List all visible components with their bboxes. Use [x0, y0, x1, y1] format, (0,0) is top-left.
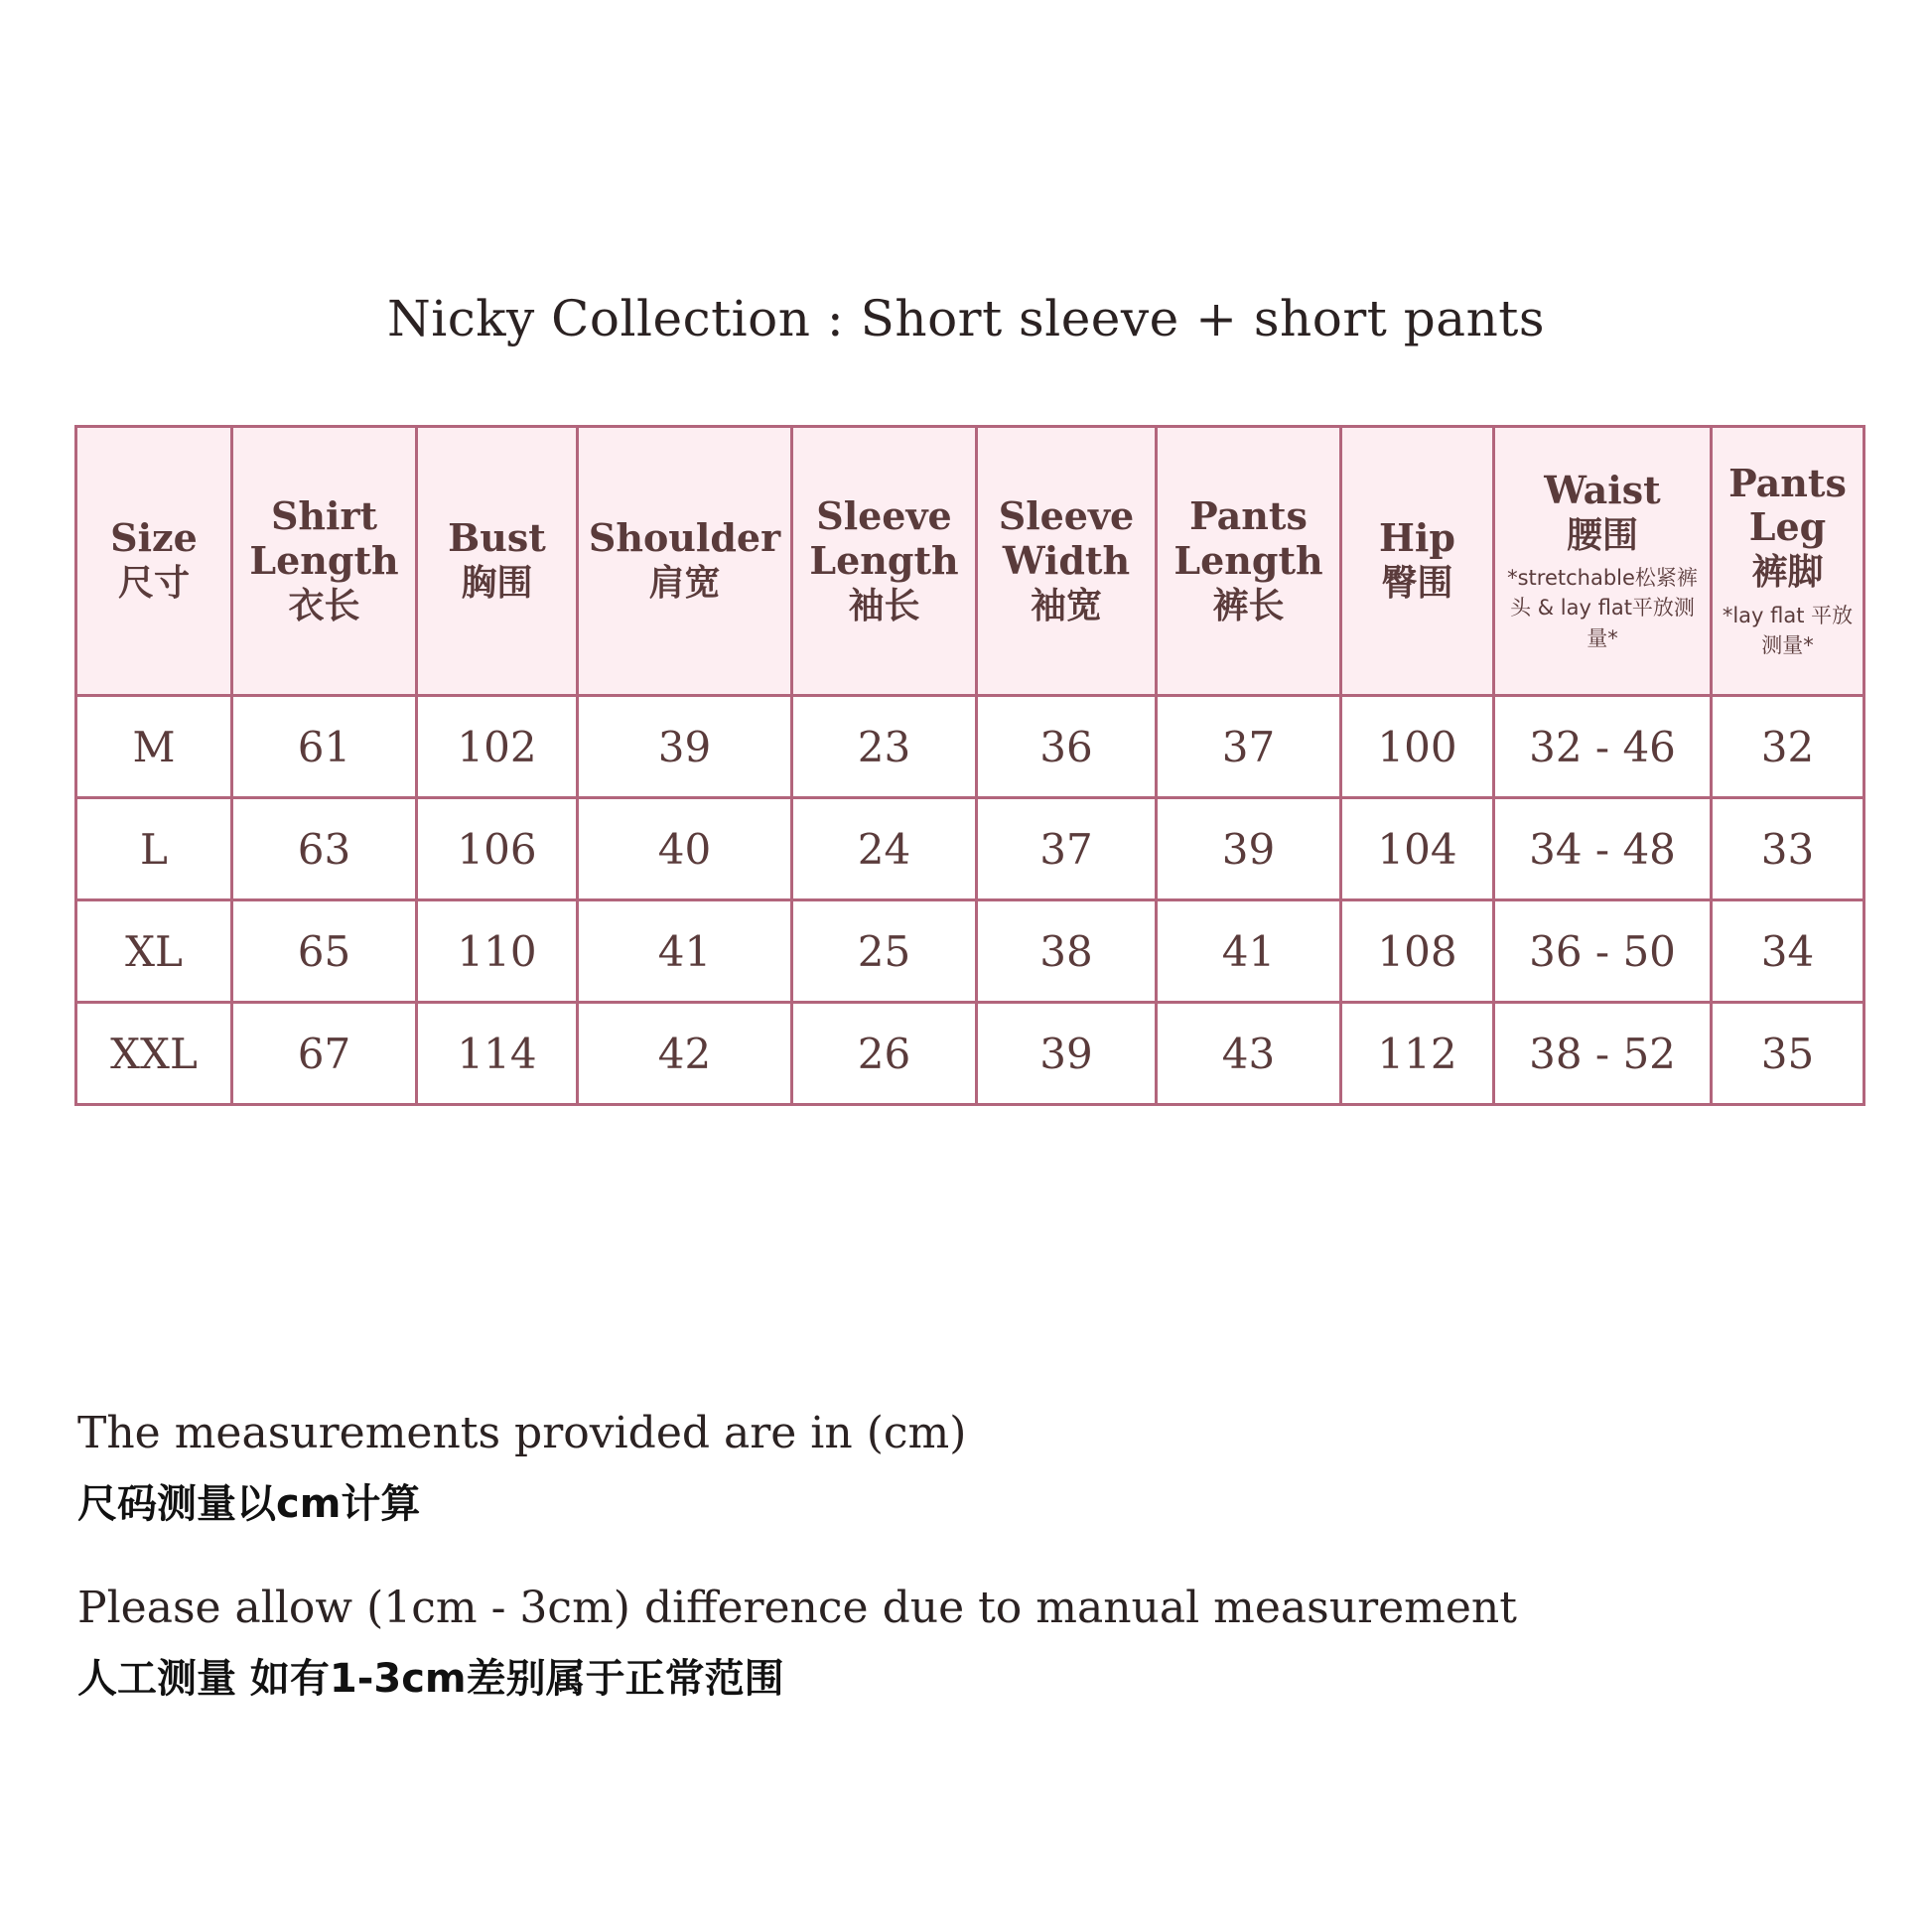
page-title: Nicky Collection : Short sleeve + short pants: [386, 290, 1546, 347]
unit-note-en: The measurements provided are in (cm): [77, 1408, 967, 1458]
header-label-zh: 裤脚: [1751, 552, 1824, 594]
header-waist: [1494, 427, 1712, 696]
header-size: [76, 427, 232, 696]
table-cell: 33: [1712, 798, 1864, 900]
table-row: [76, 696, 1864, 798]
table-cell: 32 - 46: [1494, 696, 1712, 798]
unit-note: [77, 1408, 966, 1529]
table-cell-size: XL: [76, 900, 232, 1003]
table-cell: 37: [1157, 696, 1341, 798]
table-cell: 36: [977, 696, 1157, 798]
header-label: Shirt Length: [249, 492, 399, 583]
header-label: Sleeve Width: [998, 492, 1135, 583]
table-cell: 25: [792, 900, 977, 1003]
table-cell-size: M: [76, 696, 232, 798]
table-cell: 41: [1157, 900, 1341, 1003]
table-cell: 26: [792, 1003, 977, 1105]
table-cell: 36 - 50: [1494, 900, 1712, 1003]
header-label: Shoulder: [588, 515, 781, 561]
header-label-zh: 衣长: [288, 585, 360, 626]
table-cell-size: L: [76, 798, 232, 900]
table-cell: 102: [417, 696, 578, 798]
table-cell: 67: [232, 1003, 417, 1105]
header-sleeve-length: [792, 427, 977, 696]
table-cell: 39: [977, 1003, 1157, 1105]
allowance-note: [77, 1583, 1517, 1704]
header-label-zh: 尺寸: [117, 563, 190, 605]
table-cell: 104: [1341, 798, 1494, 900]
header-label: Hip: [1379, 515, 1455, 561]
table-cell-size: XXL: [76, 1003, 232, 1105]
table-cell: 34 - 48: [1494, 798, 1712, 900]
table-cell: 24: [792, 798, 977, 900]
header-sleeve-width: [977, 427, 1157, 696]
table-cell: 37: [977, 798, 1157, 900]
table-cell: 40: [578, 798, 792, 900]
header-label: Sleeve Length: [809, 492, 959, 583]
table-cell: 100: [1341, 696, 1494, 798]
table-cell: 38: [977, 900, 1157, 1003]
table-row: [76, 798, 1864, 900]
table-cell: 43: [1157, 1003, 1341, 1105]
table-cell: 65: [232, 900, 417, 1003]
header-label: Bust: [448, 515, 546, 561]
allowance-note-en: Please allow (1cm - 3cm) difference due to manual measurement: [77, 1583, 1517, 1633]
unit-note-zh: 尺码测量以cm计算: [77, 1481, 421, 1527]
header-shirt-length: [232, 427, 417, 696]
table-cell: 39: [1157, 798, 1341, 900]
table-row: [76, 1003, 1864, 1105]
table-cell: 114: [417, 1003, 578, 1105]
header-label-zh: 臀围: [1381, 563, 1453, 605]
header-label-zh: 胸围: [461, 563, 533, 605]
header-hip: [1341, 427, 1494, 696]
header-label-zh: 肩宽: [648, 563, 721, 605]
table-cell: 34: [1712, 900, 1864, 1003]
header-note: *stretchable松紧裤头 & lay flat平放测量*: [1507, 565, 1698, 650]
header-label-zh: 袖长: [848, 585, 920, 626]
table-cell: 112: [1341, 1003, 1494, 1105]
table-row: [76, 900, 1864, 1003]
table-cell: 108: [1341, 900, 1494, 1003]
header-pants-length: [1157, 427, 1341, 696]
table-cell: 110: [417, 900, 578, 1003]
header-label-zh: 裤长: [1212, 585, 1285, 626]
header-bust: [417, 427, 578, 696]
allowance-note-zh: 人工测量 如有1-3cm差别属于正常范围: [77, 1656, 784, 1702]
table-cell: 38 - 52: [1494, 1003, 1712, 1105]
header-label: Waist: [1544, 467, 1661, 512]
table-cell: 23: [792, 696, 977, 798]
header-note: *lay flat 平放测量*: [1722, 603, 1854, 658]
table-cell: 41: [578, 900, 792, 1003]
header-shoulder: [578, 427, 792, 696]
table-cell: 42: [578, 1003, 792, 1105]
table-cell: 63: [232, 798, 417, 900]
table-cell: 61: [232, 696, 417, 798]
size-chart-table: [74, 425, 1865, 1106]
header-label: Size: [110, 515, 198, 561]
table-cell: 39: [578, 696, 792, 798]
table-cell: 35: [1712, 1003, 1864, 1105]
header-label-zh: 袖宽: [1030, 585, 1102, 626]
header-label: Pants Leg: [1728, 460, 1847, 550]
table-cell: 106: [417, 798, 578, 900]
table-cell: 32: [1712, 696, 1864, 798]
header-pants-leg: [1712, 427, 1864, 696]
table-header-row: [76, 427, 1864, 696]
header-label: Pants Length: [1173, 492, 1323, 583]
header-label-zh: 腰围: [1566, 514, 1638, 556]
